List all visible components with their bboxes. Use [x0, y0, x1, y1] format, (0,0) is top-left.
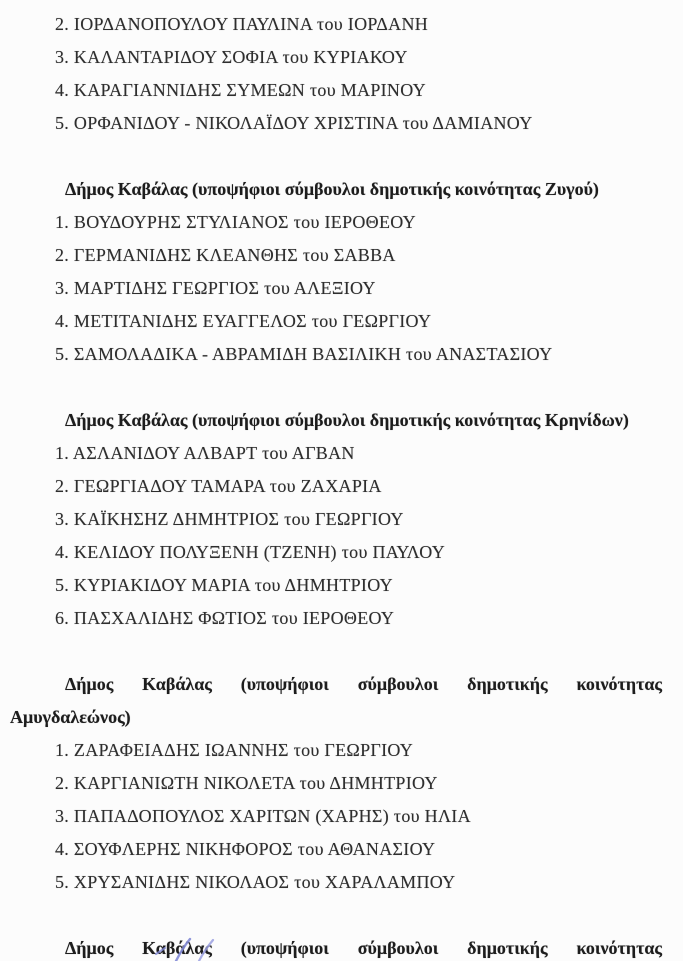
section-heading-line: Δήμος Καβάλας (υποψήφιοι σύμβουλοι δημοτικής κοινότητας: [65, 674, 662, 694]
candidate-line: 4. ΚΑΡΑΓΙΑΝΝΙΔΗΣ ΣΥΜΕΩΝ του ΜΑΡΙΝΟΥ: [55, 80, 426, 100]
candidate-line: 4. ΜΕΤΙΤΑΝΙΔΗΣ ΕΥΑΓΓΕΛΟΣ του ΓΕΩΡΓΙΟΥ: [55, 311, 432, 331]
section-heading-line: Δήμος Καβάλας (υποψήφιοι σύμβουλοι δημοτικής κοινότητας Ζυγού): [65, 179, 599, 199]
candidate-line: 5. ΣΑΜΟΛΑΔΙΚΑ - ΑΒΡΑΜΙΔΗ ΒΑΣΙΛΙΚΗ του ΑΝΑΣΤΑΣΙΟΥ: [55, 344, 553, 364]
candidate-line: 6. ΠΑΣΧΑΛΙΔΗΣ ΦΩΤΙΟΣ του ΙΕΡΟΘΕΟΥ: [55, 608, 395, 628]
candidate-line: 5. ΟΡΦΑΝΙΔΟΥ - ΝΙΚΟΛΑΪΔΟΥ ΧΡΙΣΤΙΝΑ του ΔΑΜΙΑΝΟΥ: [55, 113, 533, 133]
candidate-section: [10, 668, 662, 899]
candidate-section: [10, 932, 662, 961]
section-heading-line: Δήμος Καβάλας (υποψήφιοι σύμβουλοι δημοτικής κοινότητας Κρηνίδων): [65, 410, 629, 430]
candidate-line: 3. ΜΑΡΤΙΔΗΣ ΓΕΩΡΓΙΟΣ του ΑΛΕΞΙΟΥ: [55, 278, 376, 298]
candidate-line: 2. ΙΟΡΔΑΝΟΠΟΥΛΟΥ ΠΑΥΛΙΝΑ του ΙΟΡΔΑΝΗ: [55, 14, 429, 34]
candidate-line: 1. ΒΟΥΔΟΥΡΗΣ ΣΤΥΛΙΑΝΟΣ του ΙΕΡΟΘΕΟΥ: [55, 212, 416, 232]
candidate-line: 5. ΚΥΡΙΑΚΙΔΟΥ ΜΑΡΙΑ του ΔΗΜΗΤΡΙΟΥ: [55, 575, 393, 595]
candidate-line: 1. ΑΣΛΑΝΙΔΟΥ ΑΛΒΑΡΤ του ΑΓΒΑΝ: [55, 443, 355, 463]
candidate-line: 3. ΚΑΛΑΝΤΑΡΙΔΟΥ ΣΟΦΙΑ του ΚΥΡΙΑΚΟΥ: [55, 47, 408, 67]
candidate-line: 2. ΚΑΡΓΙΑΝΙΩΤΗ ΝΙΚΟΛΕΤΑ του ΔΗΜΗΤΡΙΟΥ: [55, 773, 438, 793]
candidate-section: [10, 173, 662, 371]
section-heading-line: Δήμος Καβάλας (υποψήφιοι σύμβουλοι δημοτικής κοινότητας: [65, 938, 662, 958]
candidate-line: 4. ΣΟΥΦΛΕΡΗΣ ΝΙΚΗΦΟΡΟΣ του ΑΘΑΝΑΣΙΟΥ: [55, 839, 436, 859]
candidate-line: 4. ΚΕΛΙΔΟΥ ΠΟΛΥΞΕΝΗ (ΤΖΕΝΗ) του ΠΑΥΛΟΥ: [55, 542, 445, 562]
candidate-line: 3. ΚΑΪΚΗΣΗΖ ΔΗΜΗΤΡΙΟΣ του ΓΕΩΡΓΙΟΥ: [55, 509, 404, 529]
candidate-line: 1. ΖΑΡΑΦΕΙΑΔΗΣ ΙΩΑΝΝΗΣ του ΓΕΩΡΓΙΟΥ: [55, 740, 414, 760]
candidate-section: [10, 404, 662, 635]
candidate-line: 2. ΓΕΩΡΓΙΑΔΟΥ ΤΑΜΑΡΑ του ΖΑΧΑΡΙΑ: [55, 476, 382, 496]
candidate-line: 3. ΠΑΠΑΔΟΠΟΥΛΟΣ ΧΑΡΙΤΩΝ (ΧΑΡΗΣ) του ΗΛΙΑ: [55, 806, 471, 826]
candidate-line: 2. ΓΕΡΜΑΝΙΔΗΣ ΚΛΕΑΝΘΗΣ του ΣΑΒΒΑ: [55, 245, 396, 265]
candidate-section-continued: [10, 8, 662, 140]
section-heading-line: Αμυγδαλεώνος): [10, 707, 131, 727]
candidate-line: 5. ΧΡΥΣΑΝΙΔΗΣ ΝΙΚΟΛΑΟΣ του ΧΑΡΑΛΑΜΠΟΥ: [55, 872, 456, 892]
